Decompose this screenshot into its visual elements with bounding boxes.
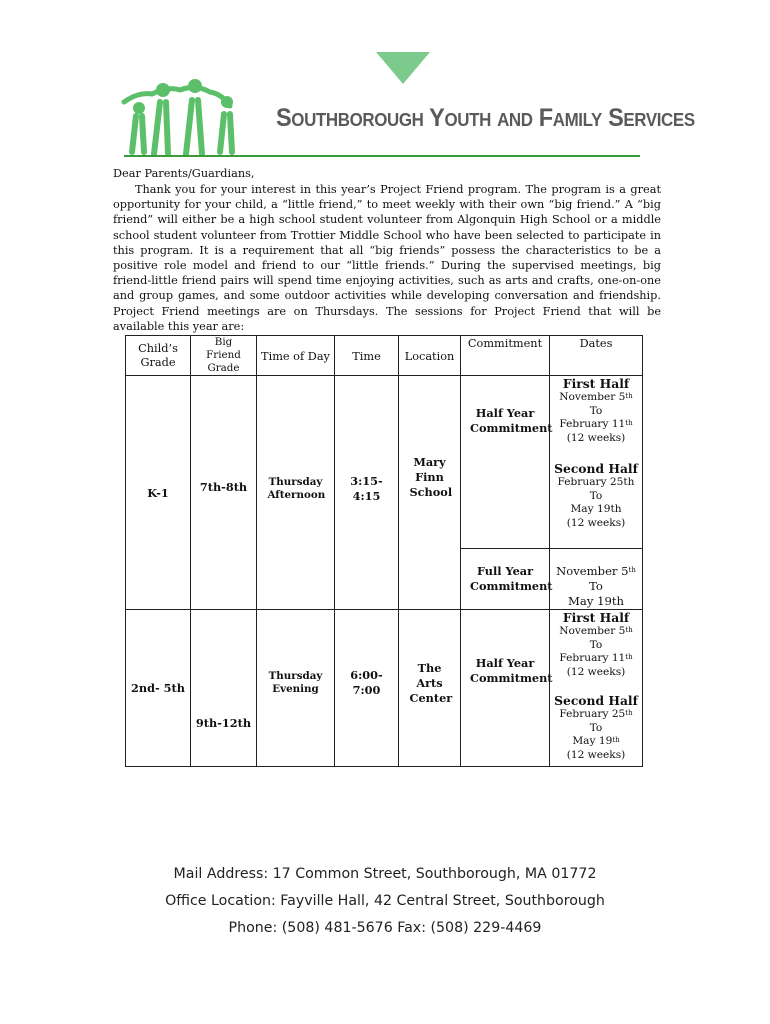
salutation: Dear Parents/Guardians, — [113, 167, 255, 180]
time-of-day-cell: Thursday Afternoon — [257, 376, 335, 610]
big-friend-grade-cell: 7th-8th — [191, 376, 257, 610]
half-year-commitment-cell: Half Year Commitment — [461, 376, 550, 549]
time-cell: 6:00-7:00 — [335, 610, 399, 767]
big-friend-grade-cell: 9th-12th — [191, 610, 257, 767]
family-figures-logo-icon — [118, 72, 248, 156]
full-year-dates-cell: November 5th To May 19th — [550, 549, 643, 610]
second-half-block: Second Half February 25th To May 19th (12 weeks) — [550, 461, 642, 530]
header-dates: Dates — [550, 336, 643, 376]
mail-address: Mail Address: 17 Common Street, Southborough, MA 01772 — [173, 866, 597, 882]
table-row — [126, 610, 643, 767]
letter-body — [113, 182, 661, 334]
org-name-logo: Southborough Youth and Family Services — [276, 104, 695, 132]
time-cell: 3:15-4:15 — [335, 376, 399, 610]
half-year-dates-cell — [550, 376, 643, 549]
full-year-commitment-cell: Full Year Commitment — [461, 549, 550, 610]
location-cell: The Arts Center — [399, 610, 461, 767]
childs-grade-cell: K-1 — [126, 376, 191, 610]
header-time-of-day: Time of Day — [257, 336, 335, 376]
header-commitment: Commitment — [461, 336, 550, 376]
office-location: Office Location: Fayville Hall, 42 Central Street, Southborough — [165, 893, 605, 909]
header-childs-grade: Child’s Grade — [126, 336, 191, 376]
first-half-block: First Half November 5th To February 11th (12 weeks) — [550, 376, 642, 445]
half-year-dates-cell — [550, 610, 643, 767]
time-of-day-cell: Thursday Evening — [257, 610, 335, 767]
phone-fax: Phone: (508) 481-5676 Fax: (508) 229-4469 — [228, 920, 542, 936]
first-half-title: First Half — [562, 376, 630, 391]
header-divider — [124, 155, 640, 157]
location-cell: Mary Finn School — [399, 376, 461, 610]
header-location: Location — [399, 336, 461, 376]
half-year-commitment-cell: Half Year Commitment — [461, 610, 550, 767]
table-header-row — [126, 336, 643, 376]
first-half-block: First Half November 5th To February 11th (12 weeks) — [550, 610, 642, 679]
header-time: Time — [335, 336, 399, 376]
second-half-title: Second Half — [554, 461, 638, 476]
table-row — [126, 376, 643, 549]
second-half-block: Second Half February 25th To May 19th (12 weeks) — [550, 693, 642, 762]
letter-body-text: Thank you for your interest in this year’s Project Friend program. The program is a great opportunity for your child, a “little friend,” to meet weekly with their own “big friend.” A “big friend” will either be a high school student volunteer from Algonquin High School or a middle school student volunteer from Trottier Middle School who have been selected to participate in this program. It is a requirement that all “big friends” possess the characteristics to be a positive role model and friend to our “little friends.” During the supervised meetings, big friend-little friend pairs will spend time enjoying activities, such as arts and crafts, one-on-one and group games, and some outdoor activities while developing conversation and friendship. Project Friend meetings are on Thursdays. The sessions for Project Friend that will be available this year are: — [113, 183, 661, 333]
childs-grade-cell: 2nd- 5th — [126, 610, 191, 767]
second-half-title: Second Half — [554, 693, 638, 708]
schedule-table — [125, 335, 643, 767]
header-big-friend-grade: Big Friend Grade — [191, 336, 257, 376]
first-half-title: First Half — [562, 610, 630, 625]
triangle-logo-icon — [376, 52, 430, 84]
